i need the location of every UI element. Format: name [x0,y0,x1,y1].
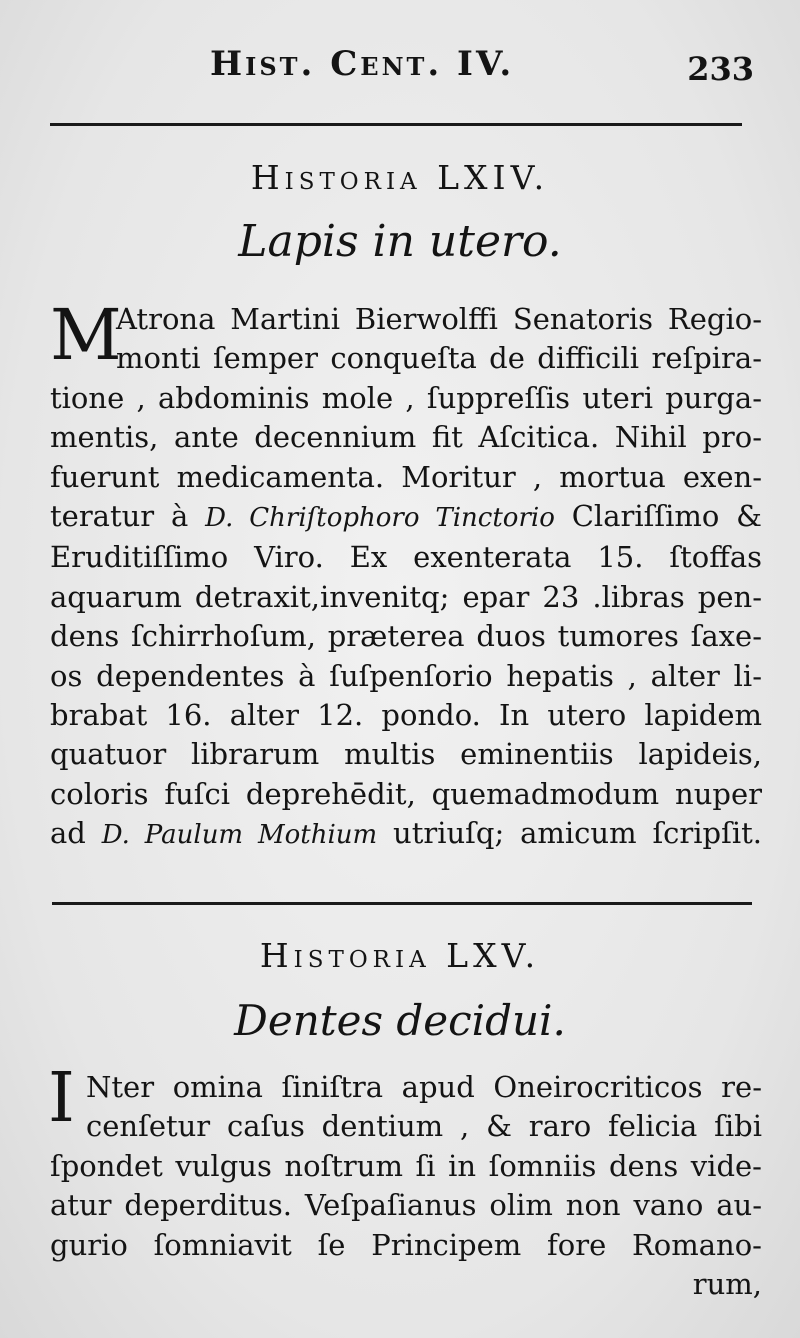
text-line: tione , abdominis mole , ſuppreſſis uteri purga- [50,380,762,415]
text-segment: ad [50,816,102,851]
text-line [50,497,762,538]
text-line: Nter omina ſiniſtra apud Oneirocriticos re- [86,1070,762,1104]
running-head-title: Hist. Cent. IV. [210,44,515,84]
section-subtitle-lxv: Dentes decidui. [234,996,566,1045]
text-segment: utriuſq; amicum ſcripſit. [377,816,763,851]
text-line: quatuor librarum multis eminentiis lapideis, [50,737,762,772]
text-line: os dependentes à ſuſpenſorio hepatis , alter li- [50,658,762,693]
running-head [0,40,800,90]
text-line: aquarum detraxit,invenitq; epar 23 .libras pen- [50,579,762,614]
header-rule [50,123,742,126]
section-heading-lxiv: Historia LXIV. [250,158,550,197]
text-line: cenſetur caſus dentium , & raro felicia ſibi [86,1109,762,1144]
section-body-lxv [50,1068,762,1304]
section-subtitle-lxiv: Lapis in utero. [238,216,562,267]
person-name: D. Paulum Mothium [101,820,378,851]
text-line: mentis, ante decennium fit Aſcitica. Nihil pro- [50,420,762,455]
text-line: coloris fuſci deprehēdit, quemadmodum nuper [50,776,762,811]
text-line: dens ſchirrhoſum, præterea duos tumores ſaxe- [50,619,762,654]
text-line: gurio ſomniavit ſe Principem fore Romano- [50,1227,762,1262]
section-divider-rule [52,902,752,905]
section-body-lxiv [50,294,763,856]
text-line: atur deperditus. Veſpaſianus olim non vano au- [50,1188,762,1223]
page-number: 233 [687,50,754,88]
text-line: rum, [692,1267,762,1302]
drop-cap-m: M [50,294,122,376]
text-line: fuerunt medicamenta. Moritur , mortua exen- [50,459,762,494]
drop-cap-i: I [48,1059,75,1138]
text-line: Atrona Martini Bierwolffi Senatoris Regio- [116,302,762,336]
text-segment: teratur à [50,499,206,534]
text-line: monti ſemper conqueſta de difficili reſpira- [116,341,762,376]
text-line [50,814,762,855]
section-heading-lxv: Historia LXV. [259,936,541,975]
text-line: brabat 16. alter 12. pondo. In utero lapidem [50,698,762,733]
text-line: ſpondet vulgus noſtrum ſi in ſomniis dens vide- [50,1148,762,1183]
text-line: Eruditiſſimo Viro. Ex exenterata 15. ſtoffas [50,540,762,575]
person-name: D. Chriſtophoro Tinctorio [205,503,555,534]
text-segment: Clariſſimo & [554,499,762,534]
